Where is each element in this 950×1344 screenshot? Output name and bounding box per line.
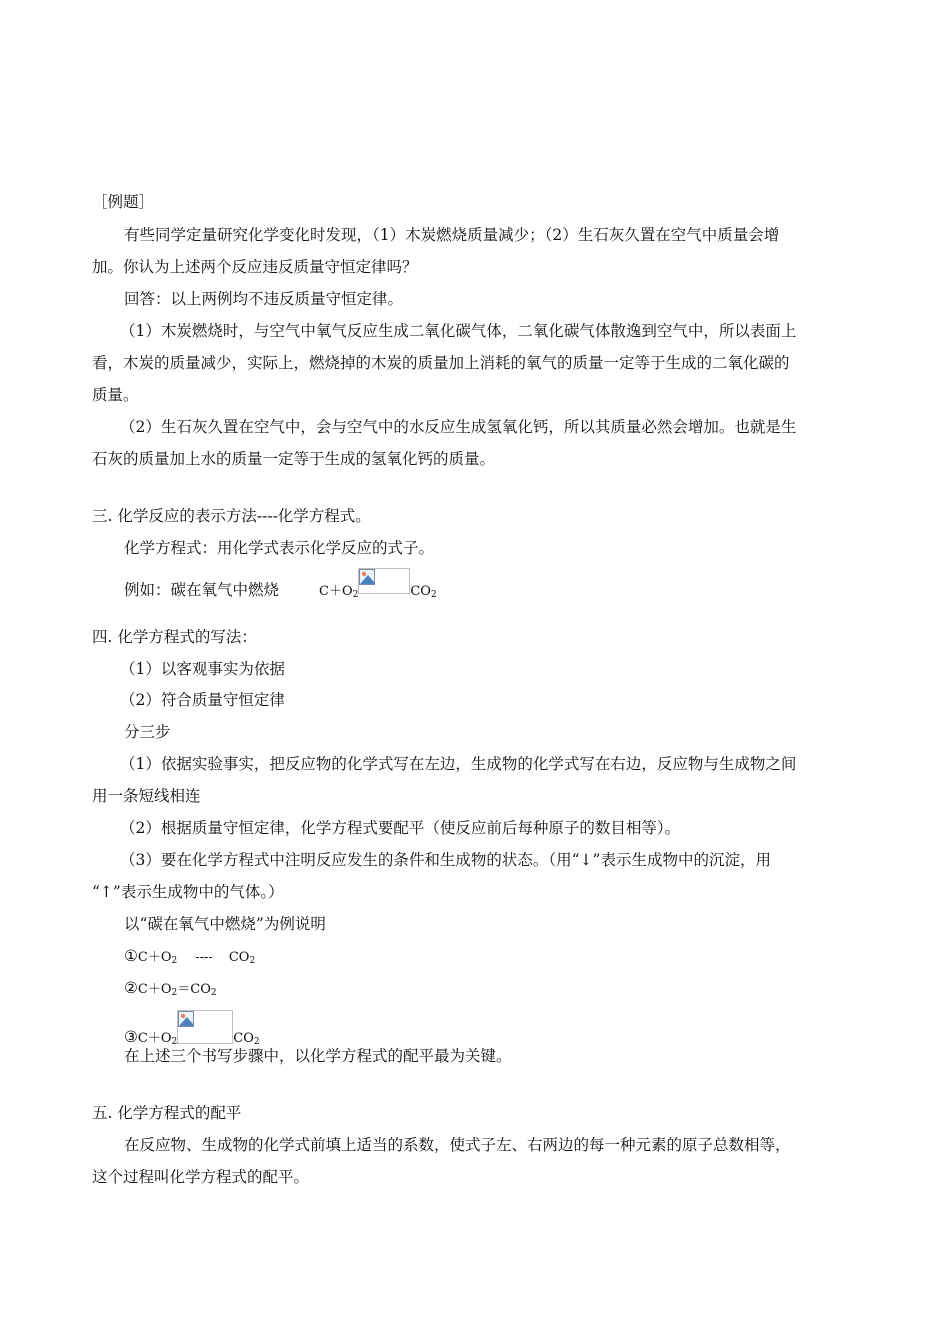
image-placeholder-icon bbox=[359, 569, 375, 585]
equation-1: $①C+O_2$ ---- $CO_2$ bbox=[124, 947, 256, 966]
section-3-title: 三. 化学反应的表示方法----化学方程式。 bbox=[92, 507, 371, 525]
question-line-1: 有些同学定量研究化学变化时发现，（1）木炭燃烧质量减少；（2）生石灰久置在空气中质量会增 bbox=[124, 226, 780, 244]
answer-text: 回答：以上两例均不违反质量守恒定律。 bbox=[124, 290, 404, 308]
equation-left: $C+O_2$ bbox=[319, 584, 359, 600]
step-3-line-1: （3）要在化学方程式中注明反应发生的条件和生成物的状态。（用“↓”表示生成物中的沉淀，用 bbox=[120, 851, 771, 869]
section-4-title: 四. 化学方程式的写法： bbox=[92, 628, 257, 646]
conclusion: 在上述三个书写步骤中，以化学方程式的配平最为关键。 bbox=[124, 1047, 512, 1065]
step-1-line-2: 用一条短线相连 bbox=[92, 787, 201, 805]
section-3-example bbox=[124, 568, 437, 605]
equation-3: $③C+O_2$ $CO_2$ bbox=[124, 1010, 260, 1052]
reaction-condition-box bbox=[358, 568, 410, 594]
image-placeholder-icon bbox=[178, 1011, 194, 1027]
section-5-line-2: 这个过程叫化学方程式的配平。 bbox=[92, 1168, 310, 1186]
paragraph-2-line-2: 石灰的质量加上水的质量一定等于生成的氢氧化钙的质量。 bbox=[92, 450, 496, 468]
steps-label: 分三步 bbox=[124, 723, 171, 741]
paragraph-1-line-3: 质量。 bbox=[92, 386, 139, 404]
paragraph-1-line-2: 看，木炭的质量减少，实际上，燃烧掉的木炭的质量加上消耗的氧气的质量一定等于生成的二氧化碳的 bbox=[92, 354, 790, 372]
illustration-label: 以“碳在氧气中燃烧”为例说明 bbox=[124, 915, 326, 933]
principle-2: （2）符合质量守恒定律 bbox=[120, 691, 285, 709]
equation-right: $CO_2$ bbox=[410, 584, 437, 600]
principle-1: （1）以客观事实为依据 bbox=[120, 660, 285, 678]
section-5-title: 五. 化学方程式的配平 bbox=[92, 1104, 242, 1122]
example-heading: ［例题］ bbox=[92, 193, 155, 211]
reaction-condition-box bbox=[177, 1010, 233, 1044]
short-dash-line: ---- bbox=[195, 950, 213, 965]
step-3-line-2: “↑”表示生成物中的气体。） bbox=[92, 883, 284, 901]
question-line-2: 加。你认为上述两个反应违反质量守恒定律吗？ bbox=[92, 258, 418, 276]
example-label: 例如：碳在氧气中燃烧 bbox=[124, 581, 280, 599]
paragraph-2-line-1: （2）生石灰久置在空气中，会与空气中的水反应生成氢氧化钙，所以其质量必然会增加。也就是生 bbox=[120, 418, 797, 436]
equation-2: $②C+O_2=CO_2$ bbox=[124, 979, 217, 998]
paragraph-1-line-1: （1）木炭燃烧时，与空气中氧气反应生成二氧化碳气体，二氧化碳气体散逸到空气中，所以表面上 bbox=[120, 322, 797, 340]
section-3-definition: 化学方程式：用化学式表示化学反应的式子。 bbox=[124, 539, 435, 557]
step-2: （2）根据质量守恒定律，化学方程式要配平（使反应前后每种原子的数目相等）。 bbox=[120, 819, 681, 837]
step-1-line-1: （1）依据实验事实，把反应物的化学式写在左边，生成物的化学式写在右边，反应物与生成物之间 bbox=[120, 755, 797, 773]
section-5-line-1: 在反应物、生成物的化学式前填上适当的系数，使式子左、右两边的每一种元素的原子总数相等， bbox=[124, 1136, 791, 1154]
